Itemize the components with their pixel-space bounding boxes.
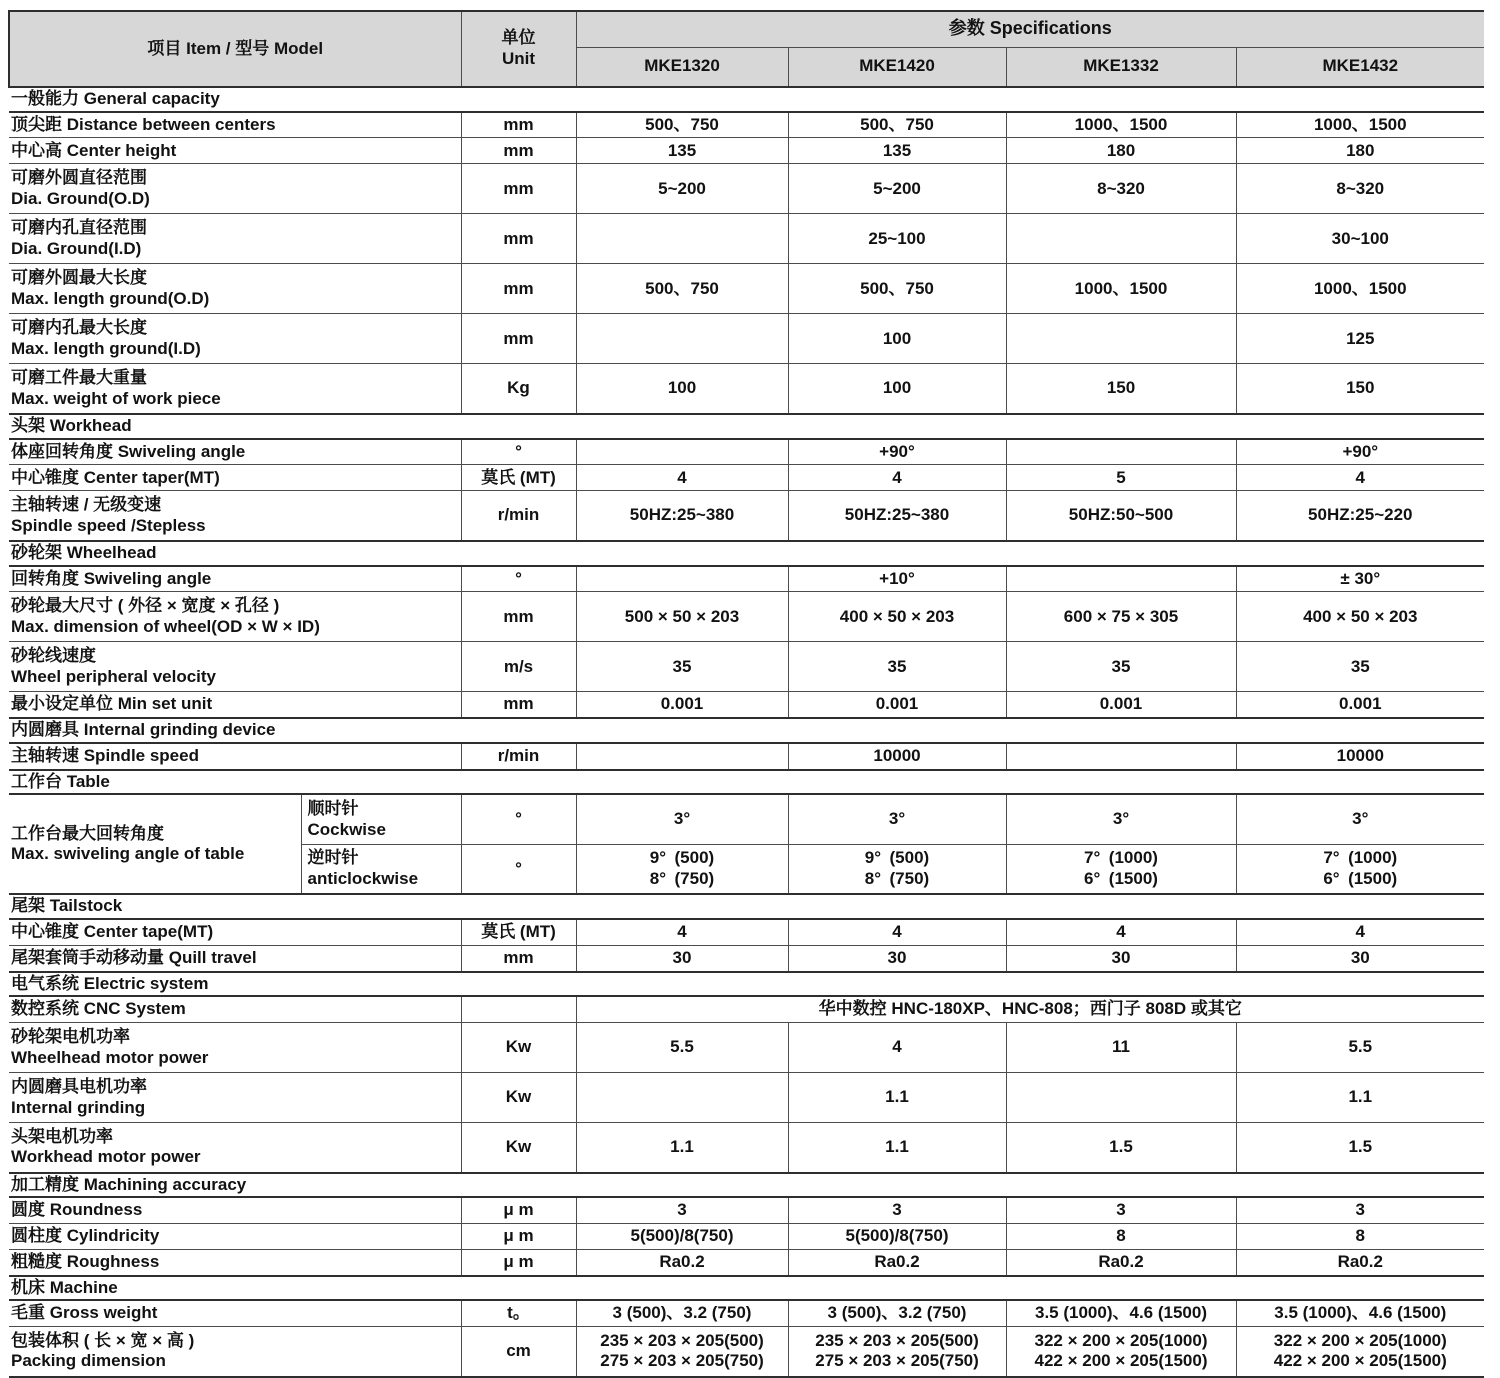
value-cell: +90° [788, 439, 1006, 465]
value-cell [1006, 314, 1236, 364]
value-cell: 0.001 [1006, 692, 1236, 718]
value-cell: 4 [788, 1023, 1006, 1073]
text-line: 9° (500) [649, 848, 715, 868]
item-label [9, 491, 461, 541]
value-cell: 4 [576, 465, 788, 491]
value-cell: 3° [788, 794, 1006, 844]
value-cell: 5.5 [1236, 1023, 1484, 1073]
value-cell: 5(500)/8(750) [576, 1223, 788, 1249]
item-label [9, 1073, 461, 1123]
item-label [9, 1123, 461, 1173]
text-line: 8° (750) [649, 869, 715, 889]
value-cell: 3 [576, 1197, 788, 1223]
model-column-header: MKE1432 [1236, 47, 1484, 87]
section-row [9, 770, 1484, 795]
text-line: 中心高 Center height [11, 140, 177, 160]
text-line: 322 × 200 × 205(1000) [1034, 1330, 1208, 1350]
section-row [9, 87, 1484, 112]
value-cell: 3 (500)、3.2 (750) [576, 1300, 788, 1326]
value-cell [576, 214, 788, 264]
text-line: 砂轮最大尺寸 ( 外径 × 宽度 × 孔径 ) [11, 596, 280, 616]
section-header: 砂轮架 Wheelhead [9, 541, 1484, 566]
value-cell: 100 [576, 364, 788, 414]
value-cell: ± 30° [1236, 566, 1484, 592]
unit-cell: mm [461, 138, 576, 164]
unit-cell: m/s [461, 642, 576, 692]
text-line: 体座回转角度 Swiveling angle [11, 441, 246, 461]
section-row [9, 894, 1484, 919]
item-label [9, 566, 461, 592]
value-cell: 5(500)/8(750) [788, 1223, 1006, 1249]
text-line: 可磨工件最大重量 [11, 367, 147, 387]
value-cell: 3 [1006, 1197, 1236, 1223]
section-header: 头架 Workhead [9, 414, 1484, 439]
value-cell: 400 × 50 × 203 [788, 592, 1006, 642]
item-label [9, 592, 461, 642]
value-cell: 0.001 [1236, 692, 1484, 718]
value-cell: 180 [1006, 138, 1236, 164]
table-row [9, 1300, 1484, 1326]
value-cell: 8 [1006, 1223, 1236, 1249]
value-cell: 30 [576, 945, 788, 971]
value-cell: 5~200 [576, 164, 788, 214]
table-row [9, 794, 1484, 844]
table-row [9, 945, 1484, 971]
unit-cell: ° [461, 844, 576, 894]
value-cell: Ra0.2 [576, 1249, 788, 1275]
value-cell: 500、750 [788, 112, 1006, 138]
value-cell: 125 [1236, 314, 1484, 364]
text-line: 主轴转速 / 无级变速 [11, 494, 162, 514]
value-cell [1006, 743, 1236, 770]
value-cell: 4 [788, 919, 1006, 945]
text-line: 中心锥度 Center tape(MT) [11, 922, 214, 942]
text-line: 主轴转速 Spindle speed [11, 745, 199, 765]
text-line: Dia. Ground(O.D) [11, 188, 150, 208]
value-cell: 35 [1236, 642, 1484, 692]
section-row [9, 1173, 1484, 1198]
text-line: 6° (1500) [1323, 869, 1398, 889]
text-line: 可磨外圆直径范围 [11, 168, 147, 188]
item-label [9, 1223, 461, 1249]
value-cell [788, 1327, 1006, 1377]
section-header: 电气系统 Electric system [9, 972, 1484, 997]
value-cell: 3° [1006, 794, 1236, 844]
text-line: 7° (1000) [1323, 848, 1398, 868]
text-line: 圆柱度 Cylindricity [11, 1226, 160, 1246]
value-cell [576, 743, 788, 770]
text-line: Max. length ground(I.D) [11, 338, 201, 358]
text-line: Cockwise [307, 819, 386, 839]
table-row [9, 1023, 1484, 1073]
item-label [9, 439, 461, 465]
value-cell: 5.5 [576, 1023, 788, 1073]
value-cell: 3.5 (1000)、4.6 (1500) [1236, 1300, 1484, 1326]
value-cell: +10° [788, 566, 1006, 592]
value-cell: 135 [788, 138, 1006, 164]
table-row [9, 1327, 1484, 1377]
value-cell: 35 [576, 642, 788, 692]
item-label [9, 794, 301, 894]
item-label [9, 264, 461, 314]
value-cell [788, 844, 1006, 894]
unit-cell: Kw [461, 1123, 576, 1173]
unit-cell: μ m [461, 1197, 576, 1223]
unit-cell: mm [461, 314, 576, 364]
section-row [9, 414, 1484, 439]
table-row [9, 592, 1484, 642]
table-row [9, 264, 1484, 314]
table-row [9, 1123, 1484, 1173]
value-cell: 500 × 50 × 203 [576, 592, 788, 642]
table-row [9, 112, 1484, 138]
unit-cell: Kw [461, 1073, 576, 1123]
item-label [9, 364, 461, 414]
value-cell: 100 [788, 364, 1006, 414]
text-line: 275 × 203 × 205(750) [815, 1351, 979, 1371]
value-cell [1006, 566, 1236, 592]
text-line: 内圆磨具电机功率 [11, 1076, 147, 1096]
value-cell: 5 [1006, 465, 1236, 491]
value-cell: 500、750 [576, 264, 788, 314]
item-sublabel [301, 794, 461, 844]
text-line: Max. swiveling angle of table [11, 844, 245, 864]
value-cell: +90° [1236, 439, 1484, 465]
table-header [9, 11, 1484, 87]
value-cell [576, 1073, 788, 1123]
text-line: 235 × 203 × 205(500) [815, 1330, 979, 1350]
unit-column-header [461, 11, 576, 87]
unit-cell: ° [461, 566, 576, 592]
item-label [9, 743, 461, 770]
model-column-header: MKE1420 [788, 47, 1006, 87]
text-line: 422 × 200 × 205(1500) [1273, 1351, 1447, 1371]
value-cell [1006, 1327, 1236, 1377]
text-line: 砂轮线速度 [11, 646, 96, 666]
unit-cell: μ m [461, 1223, 576, 1249]
value-cell: 1000、1500 [1236, 264, 1484, 314]
text-line: 粗糙度 Roughness [11, 1251, 160, 1271]
unit-cell: mm [461, 214, 576, 264]
table-row [9, 314, 1484, 364]
item-model-column-header: 项目 Item / 型号 Model [9, 11, 461, 87]
value-cell: 4 [1006, 919, 1236, 945]
unit-cell: mm [461, 164, 576, 214]
text-line: 8° (750) [864, 869, 930, 889]
item-label [9, 214, 461, 264]
text-line: 7° (1000) [1084, 848, 1158, 868]
text-line: Internal grinding [11, 1097, 146, 1117]
value-cell: 5~200 [788, 164, 1006, 214]
value-cell: 3 [788, 1197, 1006, 1223]
section-header: 机床 Machine [9, 1276, 1484, 1301]
specifications-group-header: 参数 Specifications [576, 11, 1484, 47]
unit-header-zh: 单位 [501, 28, 536, 48]
text-line: 回转角度 Swiveling angle [11, 568, 212, 588]
value-cell: 8~320 [1236, 164, 1484, 214]
section-row [9, 541, 1484, 566]
value-cell: 30 [1236, 945, 1484, 971]
unit-cell: mm [461, 112, 576, 138]
value-cell: 4 [788, 465, 1006, 491]
table-row [9, 1197, 1484, 1223]
text-line: Workhead motor power [11, 1147, 201, 1167]
value-cell: 10000 [1236, 743, 1484, 770]
unit-cell: t。 [461, 1300, 576, 1326]
value-cell: 3 (500)、3.2 (750) [788, 1300, 1006, 1326]
text-line: Max. length ground(O.D) [11, 288, 210, 308]
text-line: 顺时针 [307, 798, 359, 818]
table-row [9, 743, 1484, 770]
value-cell: 180 [1236, 138, 1484, 164]
item-label [9, 996, 461, 1022]
value-cell: 0.001 [788, 692, 1006, 718]
value-cell: 8~320 [1006, 164, 1236, 214]
unit-cell: mm [461, 592, 576, 642]
value-cell: 150 [1006, 364, 1236, 414]
item-label [9, 138, 461, 164]
item-label [9, 642, 461, 692]
text-line: 尾架套筒手动移动量 Quill travel [11, 947, 257, 967]
value-cell: 1.1 [576, 1123, 788, 1173]
value-cell: 150 [1236, 364, 1484, 414]
text-line: Spindle speed /Stepless [11, 515, 206, 535]
value-cell: 8 [1236, 1223, 1484, 1249]
value-cell: 30 [1006, 945, 1236, 971]
table-row [9, 439, 1484, 465]
unit-cell: 莫氏 (MT) [461, 465, 576, 491]
value-cell: 1000、1500 [1236, 112, 1484, 138]
value-cell: Ra0.2 [1006, 1249, 1236, 1275]
section-header: 工作台 Table [9, 770, 1484, 795]
table-row [9, 138, 1484, 164]
value-cell: 35 [788, 642, 1006, 692]
value-cell [1006, 1073, 1236, 1123]
text-line: Packing dimension [11, 1351, 166, 1371]
unit-cell: mm [461, 945, 576, 971]
text-line: 包装体积 ( 长 × 宽 × 高 ) [11, 1330, 195, 1350]
item-sublabel [301, 844, 461, 894]
value-cell: 3 [1236, 1197, 1484, 1223]
item-label [9, 1249, 461, 1275]
value-cell: 1.1 [788, 1123, 1006, 1173]
value-cell: 600 × 75 × 305 [1006, 592, 1236, 642]
value-cell: 50HZ:25~380 [788, 491, 1006, 541]
value-cell: 50HZ:25~220 [1236, 491, 1484, 541]
text-line: 砂轮架电机功率 [11, 1026, 130, 1046]
text-line: Dia. Ground(I.D) [11, 238, 142, 258]
value-cell: 3.5 (1000)、4.6 (1500) [1006, 1300, 1236, 1326]
spec-table [8, 10, 1484, 1378]
text-line: Wheelhead motor power [11, 1047, 209, 1067]
item-label [9, 1197, 461, 1223]
table-row [9, 919, 1484, 945]
item-label [9, 314, 461, 364]
text-line: 9° (500) [864, 848, 930, 868]
text-line: 顶尖距 Distance between centers [11, 114, 276, 134]
text-line: anticlockwise [307, 869, 419, 889]
model-column-header: MKE1320 [576, 47, 788, 87]
text-line: 毛重 Gross weight [11, 1303, 158, 1323]
unit-cell: μ m [461, 1249, 576, 1275]
section-header: 尾架 Tailstock [9, 894, 1484, 919]
text-line: 可磨外圆最大长度 [11, 268, 147, 288]
table-body [9, 87, 1484, 1377]
section-row [9, 972, 1484, 997]
value-cell [1006, 439, 1236, 465]
value-cell [1006, 214, 1236, 264]
value-cell [576, 314, 788, 364]
value-cell: 4 [1236, 465, 1484, 491]
value-cell: 1.1 [788, 1073, 1006, 1123]
value-cell [576, 844, 788, 894]
text-line: 工作台最大回转角度 [11, 823, 164, 843]
text-line: 275 × 203 × 205(750) [600, 1351, 764, 1371]
section-row [9, 718, 1484, 743]
text-line: 235 × 203 × 205(500) [600, 1330, 764, 1350]
value-cell: 3° [576, 794, 788, 844]
text-line: 可磨内孔直径范围 [11, 218, 147, 238]
value-cell [576, 566, 788, 592]
item-label [9, 465, 461, 491]
value-cell: 400 × 50 × 203 [1236, 592, 1484, 642]
section-header: 内圆磨具 Internal grinding device [9, 718, 1484, 743]
value-cell: 25~100 [788, 214, 1006, 264]
value-cell: 30 [788, 945, 1006, 971]
item-label [9, 1327, 461, 1377]
text-line: 数控系统 CNC System [11, 999, 186, 1019]
item-label [9, 945, 461, 971]
item-label [9, 1023, 461, 1073]
table-row [9, 214, 1484, 264]
section-header: 一般能力 General capacity [9, 87, 1484, 112]
value-cell: Ra0.2 [788, 1249, 1006, 1275]
value-cell: 1.5 [1236, 1123, 1484, 1173]
table-row [9, 996, 1484, 1022]
value-cell: 1.1 [1236, 1073, 1484, 1123]
item-label [9, 1300, 461, 1326]
unit-cell: r/min [461, 491, 576, 541]
table-row [9, 1223, 1484, 1249]
value-cell [1006, 844, 1236, 894]
text-line: Max. dimension of wheel(OD × W × ID) [11, 616, 320, 636]
value-cell: 4 [1236, 919, 1484, 945]
model-column-header: MKE1332 [1006, 47, 1236, 87]
item-label [9, 919, 461, 945]
value-cell [576, 1327, 788, 1377]
value-cell: 4 [576, 919, 788, 945]
value-cell: 0.001 [576, 692, 788, 718]
value-cell: 35 [1006, 642, 1236, 692]
value-cell: 500、750 [788, 264, 1006, 314]
unit-header-en: Unit [501, 49, 536, 68]
table-row [9, 164, 1484, 214]
item-label [9, 164, 461, 214]
text-line: 逆时针 [307, 848, 359, 868]
value-cell [1236, 1327, 1484, 1377]
text-line: 头架电机功率 [11, 1126, 113, 1146]
table-row [9, 1073, 1484, 1123]
text-line: 可磨内孔最大长度 [11, 318, 147, 338]
value-cell: 11 [1006, 1023, 1236, 1073]
text-line: 中心锥度 Center taper(MT) [11, 467, 220, 487]
text-line: 最小设定单位 Min set unit [11, 694, 213, 714]
text-line: 圆度 Roundness [11, 1200, 143, 1220]
value-cell: 50HZ:50~500 [1006, 491, 1236, 541]
value-cell-span: 华中数控 HNC-180XP、HNC-808；西门子 808D 或其它 [576, 996, 1484, 1022]
value-cell: 500、750 [576, 112, 788, 138]
text-line: Max. weight of work piece [11, 388, 221, 408]
section-row [9, 1276, 1484, 1301]
table-row [9, 1249, 1484, 1275]
value-cell: 135 [576, 138, 788, 164]
unit-cell: r/min [461, 743, 576, 770]
unit-cell: Kw [461, 1023, 576, 1073]
unit-cell: cm [461, 1327, 576, 1377]
table-row [9, 692, 1484, 718]
text-line: 6° (1500) [1084, 869, 1158, 889]
unit-cell: mm [461, 264, 576, 314]
section-header: 加工精度 Machining accuracy [9, 1173, 1484, 1198]
value-cell: 1000、1500 [1006, 264, 1236, 314]
unit-cell: Kg [461, 364, 576, 414]
value-cell: 50HZ:25~380 [576, 491, 788, 541]
item-label [9, 112, 461, 138]
text-line: 322 × 200 × 205(1000) [1273, 1330, 1447, 1350]
value-cell: 3° [1236, 794, 1484, 844]
table-row [9, 566, 1484, 592]
value-cell: 1.5 [1006, 1123, 1236, 1173]
item-label [9, 692, 461, 718]
value-cell: Ra0.2 [1236, 1249, 1484, 1275]
value-cell: 100 [788, 314, 1006, 364]
value-cell: 1000、1500 [1006, 112, 1236, 138]
unit-cell: 莫氏 (MT) [461, 919, 576, 945]
unit-cell: mm [461, 692, 576, 718]
table-row [9, 491, 1484, 541]
unit-cell: ° [461, 439, 576, 465]
unit-cell [461, 996, 576, 1022]
text-line: 422 × 200 × 205(1500) [1034, 1351, 1208, 1371]
table-row [9, 642, 1484, 692]
value-cell [1236, 844, 1484, 894]
unit-cell: ° [461, 794, 576, 844]
text-line: Wheel peripheral velocity [11, 666, 217, 686]
table-row [9, 465, 1484, 491]
value-cell: 10000 [788, 743, 1006, 770]
value-cell [576, 439, 788, 465]
table-row [9, 364, 1484, 414]
value-cell: 30~100 [1236, 214, 1484, 264]
